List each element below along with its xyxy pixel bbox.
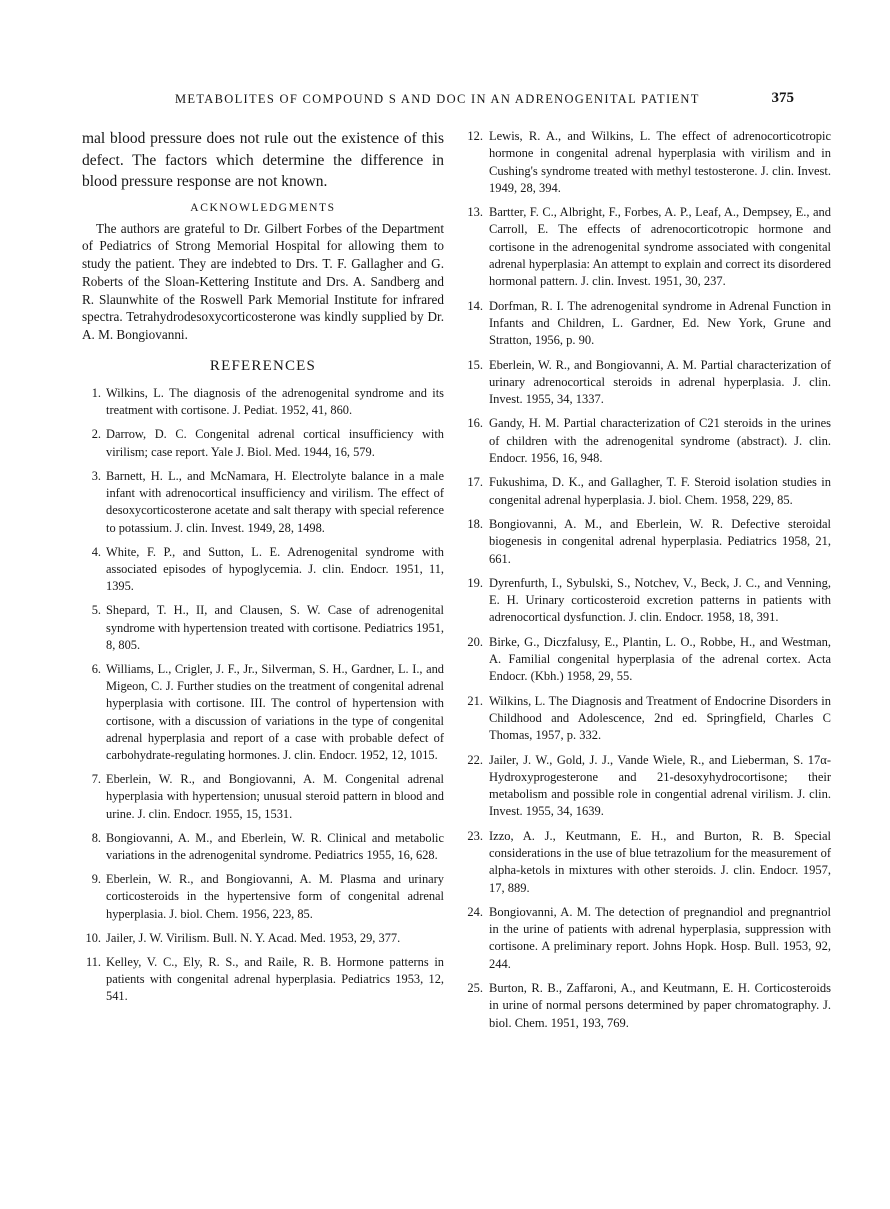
reference-item	[82, 468, 444, 537]
reference-item	[465, 357, 831, 409]
reference-text: Shepard, T. H., II, and Clausen, S. W. Case of adrenogenital syndrome with hypertension treated with cortisone. Pediatrics 1951, 8, 805.	[106, 603, 444, 652]
reference-number: 7.	[91, 772, 101, 787]
reference-item	[465, 752, 831, 821]
reference-text: Wilkins, L. The Diagnosis and Treatment of Endocrine Disorders in Childhood and Adolescence, 2nd ed. Springfield, Charles C Thomas, 1957, p. 332.	[489, 693, 831, 743]
reference-text: Wilkins, L. The diagnosis of the adrenogenital syndrome and its treatment with cortisone. J. Pediat. 1952, 41, 860.	[106, 386, 444, 418]
reference-number: 4.	[91, 544, 101, 559]
reference-text: Williams, L., Crigler, J. F., Jr., Silverman, S. H., Gardner, L. I., and Migeon, C. J. Further studies on the treatment of congenital adrenal hyperplasia with cortisone. III. The control of hypertension with cortisone, with a discussion of variations in the type of congenital adrenal hyperplasia and report of a case with probable defect of carbohydrate-regulating hormones. J. clin. Endocr. 1952, 12, 1015.	[106, 661, 444, 762]
reference-text: Bongiovanni, A. M., and Eberlein, W. R. Clinical and metabolic variations in the adrenogenital syndrome. Pediatrics 1955, 16, 628.	[106, 830, 444, 862]
reference-number: 20.	[467, 634, 483, 649]
reference-text: Dyrenfurth, I., Sybulski, S., Notchev, V., Beck, J. C., and Venning, E. H. Urinary corticosteroid excretion patterns in patients with adrenocortical dysfunction. J. clin. Endocr. 1958, 18, 391.	[489, 575, 831, 625]
reference-number: 3.	[91, 468, 101, 483]
reference-number: 8.	[91, 830, 101, 845]
reference-number: 25.	[467, 981, 483, 996]
continuation-paragraph: mal blood pressure does not rule out the existence of this defect. The factors which determine the difference in blood pressure response are not known.	[82, 130, 444, 190]
reference-text: Gandy, H. M. Partial characterization of C21 steroids in the urines of children with the adrenogenital syndrome (abstract). J. clin. Endocr. 1956, 16, 948.	[489, 416, 831, 466]
reference-number: 12.	[467, 129, 483, 143]
reference-item	[82, 930, 444, 947]
reference-number: 2.	[91, 427, 101, 442]
reference-number: 23.	[467, 828, 483, 843]
reference-list-left	[82, 385, 444, 1006]
reference-item	[465, 634, 831, 686]
reference-item	[465, 516, 831, 568]
reference-item	[465, 298, 831, 350]
reference-number: 14.	[467, 298, 483, 313]
right-column	[465, 128, 831, 1039]
reference-number: 19.	[467, 575, 483, 590]
reference-text: White, F. P., and Sutton, L. E. Adrenogenital syndrome with associated episodes of hypoglycemia. J. clin. Endocr. 1951, 11, 1395.	[106, 544, 444, 594]
reference-item	[465, 128, 831, 197]
reference-item	[82, 426, 444, 460]
reference-text: Jailer, J. W., Gold, J. J., Vande Wiele, R., and Lieberman, S. 17α-Hydroxyprogesterone and 21-desoxyhydrocortisone; their metabolism and possible role in congential adrenal virilism. J. clin. Invest. 1955, 34, 1639.	[489, 752, 831, 819]
reference-number: 15.	[467, 357, 483, 372]
reference-item	[82, 871, 444, 923]
reference-text: Burton, R. B., Zaffaroni, A., and Keutmann, E. H. Corticosteroids in urine of normal persons determined by paper chromatography. J. biol. Chem. 1951, 193, 769.	[489, 981, 831, 1030]
reference-text: Kelley, V. C., Ely, R. S., and Raile, R. B. Hormone patterns in patients with congenital adrenal hyperplasia. Pediatrics 1953, 12, 541.	[106, 954, 444, 1004]
reference-number: 10.	[85, 930, 101, 945]
reference-item	[82, 544, 444, 596]
reference-text: Lewis, R. A., and Wilkins, L. The effect of adrenocorticotropic hormone in congenital adrenal hyperplasia with virilism and in Cushing's syndrome treated with methyl testosterone. J. clin. Invest. 1949, 28, 394.	[489, 129, 831, 195]
reference-number: 17.	[467, 475, 483, 490]
reference-item	[465, 980, 831, 1032]
reference-number: 13.	[467, 205, 483, 220]
reference-item	[465, 474, 831, 509]
references-heading: REFERENCES	[209, 358, 317, 375]
reference-item	[465, 693, 831, 745]
reference-text: Dorfman, R. I. The adrenogenital syndrome in Adrenal Function in Infants and Children, L. Gardner, Ed. New York, Grune and Stratton, 1956, p. 90.	[489, 298, 831, 348]
reference-item	[82, 661, 444, 764]
reference-text: Barnett, H. L., and McNamara, H. Electrolyte balance in a male infant with adrenocortical insufficiency and virilism. The effect of desoxycorticosterone acetate and salt therapy with special reference to potassium. J. clin. Invest. 1949, 28, 1498.	[106, 468, 444, 535]
reference-item	[465, 575, 831, 627]
reference-text: Eberlein, W. R., and Bongiovanni, A. M. Congenital adrenal hyperplasia with hypertension; unusual steroid pattern in blood and urine. J. clin. Endocr. 1955, 15, 1531.	[106, 772, 444, 821]
reference-text: Bongiovanni, A. M. The detection of pregnandiol and pregnantriol in the urine of patients with adrenal hyperplasia, suppression with cortisone. A preliminary report. Johns Hopk. Hosp. Bull. 1953, 92, 244.	[489, 904, 831, 971]
reference-number: 18.	[467, 516, 483, 531]
reference-text: Jailer, J. W. Virilism. Bull. N. Y. Acad. Med. 1953, 29, 377.	[106, 930, 401, 945]
reference-text: Bongiovanni, A. M., and Eberlein, W. R. Defective steroidal biogenesis in congenital adrenal hyperplasia. Pediatrics 1958, 21, 661.	[489, 516, 831, 566]
page-number: 375	[771, 90, 794, 106]
reference-item	[82, 830, 444, 864]
reference-item	[82, 771, 444, 823]
reference-text: Birke, G., Diczfalusy, E., Plantin, L. O., Robbe, H., and Westman, A. Familial congenital hyperplasia of the adrenal cortex. Acta Endocr. (Kbh.) 1958, 29, 55.	[489, 634, 831, 684]
reference-item	[465, 204, 831, 290]
reference-text: Darrow, D. C. Congenital adrenal cortical insufficiency with virilism; case report. Yale J. Biol. Med. 1944, 16, 579.	[106, 427, 444, 459]
reference-number: 22.	[467, 752, 483, 767]
reference-item	[465, 828, 831, 897]
acknowledgments-heading: ACKNOWLEDGMENTS	[190, 201, 336, 214]
reference-text: Bartter, F. C., Albright, F., Forbes, A. P., Leaf, A., Dempsey, E., and Carroll, E. The effects of adrenocorticotropic hormone and cortisone in the adrenogenital syndrome associated with congenital adrenal hyperplasia: An attempt to explain and correct its disordered hormonal pattern. J. clin. Invest. 1951, 30, 237.	[489, 205, 831, 289]
reference-number: 11.	[85, 954, 101, 969]
reference-text: Izzo, A. J., Keutmann, E. H., and Burton, R. B. Special considerations in the use of blue tetrazolium for the measurement of alpha-ketols in mixtures with other steroids. J. clin. Endocr. 1957, 17, 889.	[489, 828, 831, 895]
reference-number: 6.	[91, 661, 101, 676]
left-column	[82, 128, 444, 1013]
reference-item	[465, 415, 831, 467]
reference-number: 16.	[467, 416, 483, 431]
reference-text: Fukushima, D. K., and Gallagher, T. F. Steroid isolation studies in congenital adrenal hyperplasia. J. biol. Chem. 1958, 229, 85.	[489, 475, 831, 507]
reference-item	[82, 385, 444, 419]
running-title: METABOLITES OF COMPOUND S AND DOC IN AN ADRENOGENITAL PATIENT	[175, 92, 700, 106]
reference-text: Eberlein, W. R., and Bongiovanni, A. M. Plasma and urinary corticosteroids in the hypertensive form of congenital adrenal hyperplasia. J. biol. Chem. 1956, 223, 85.	[106, 872, 444, 921]
reference-text: Eberlein, W. R., and Bongiovanni, A. M. Partial characterization of urinary adrenocortical steroids in adrenal hyperplasia. J. clin. Invest. 1955, 34, 1337.	[489, 357, 831, 407]
reference-number: 21.	[467, 693, 483, 708]
reference-item	[82, 602, 444, 654]
reference-number: 1.	[91, 386, 101, 401]
reference-number: 9.	[91, 872, 101, 887]
reference-list-right	[465, 128, 831, 1032]
reference-number: 24.	[467, 904, 483, 919]
acknowledgments-text: The authors are grateful to Dr. Gilbert Forbes of the Department of Pediatrics of Strong Memorial Hospital for allowing them to study the patient. They are indebted to Drs. T. F. Gallagher and G. Roberts of the Sloan-Kettering Institute and Drs. A. Sandberg and R. Slaunwhite of the Roswell Park Memorial Institute for infrared spectra. Tetrahydrodesoxycorticosterone was kindly supplied by Dr. A. M. Bongiovanni.	[82, 220, 444, 343]
reference-item	[465, 904, 831, 973]
reference-item	[82, 954, 444, 1006]
reference-number: 5.	[91, 603, 101, 618]
